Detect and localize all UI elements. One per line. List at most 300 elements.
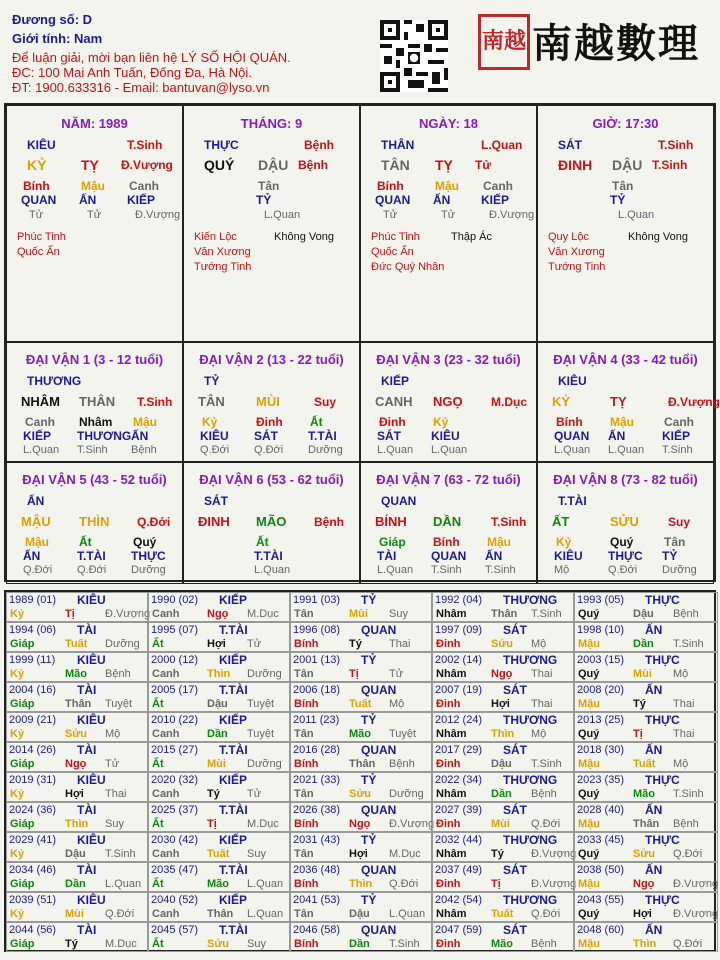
- year-god: KIẾP: [219, 833, 248, 847]
- year-chi: Hợi: [349, 848, 368, 860]
- dv-hidden-god: SÁT: [377, 429, 401, 443]
- year-chi: Tị: [65, 608, 75, 620]
- dai-van-can: MẬU: [21, 514, 51, 529]
- year-can: Quý: [578, 608, 600, 620]
- year-god: TÀI: [77, 683, 97, 697]
- pillar-chi: TỴ: [81, 157, 99, 173]
- dai-van-title: ĐẠI VẬN 1 (3 - 12 tuổi): [25, 352, 164, 367]
- dv-hidden-god: KIÊU: [431, 429, 460, 443]
- year-god: SÁT: [503, 863, 527, 877]
- year-cell: [148, 832, 290, 862]
- year-chi: Sửu: [207, 938, 230, 950]
- pillar-can: QUÝ: [204, 157, 235, 173]
- year-can: Giáp: [10, 758, 35, 770]
- year-cell: [574, 622, 718, 652]
- year-cell: [574, 862, 718, 892]
- dai-van-title: ĐẠI VẬN 5 (43 - 52 tuổi): [22, 472, 167, 487]
- year-cell: [290, 742, 432, 772]
- year-can: Nhâm: [436, 788, 467, 800]
- year-god: QUAN: [361, 623, 397, 637]
- year-label: 2005 (17): [151, 684, 199, 696]
- year-chi: Tuất: [491, 908, 514, 920]
- year-label: 2036 (48): [293, 864, 341, 876]
- year-label: 2018 (30): [577, 744, 625, 756]
- year-cell: [574, 742, 718, 772]
- year-can: Giáp: [10, 638, 35, 650]
- pillar-top-right: L.Quan: [481, 138, 523, 152]
- pillar-cell: [360, 105, 537, 342]
- dv-hidden-god: T.TÀI: [77, 549, 106, 563]
- dai-van-can: ĐINH: [198, 514, 230, 529]
- year-can: Đinh: [436, 698, 461, 710]
- year-state: Bệnh: [389, 758, 415, 770]
- year-god: KIẾP: [219, 593, 248, 607]
- year-state: Đ.Vượng: [673, 878, 719, 890]
- hidden-stem: Mậu: [81, 179, 105, 193]
- year-state: Suy: [247, 848, 266, 860]
- year-state: Bệnh: [673, 818, 699, 830]
- year-state: M.Dục: [247, 818, 279, 830]
- pillar-state: Tử: [475, 158, 492, 172]
- year-can: Bính: [294, 758, 319, 770]
- than-sat: Văn Xương: [194, 246, 251, 258]
- year-god: QUAN: [361, 923, 397, 937]
- hidden-god: TỶ: [610, 193, 626, 207]
- than-sat-right: Thập Ác: [451, 231, 492, 243]
- year-god: THỰC: [645, 893, 680, 907]
- year-cell: [432, 622, 574, 652]
- year-god: THỰC: [645, 773, 680, 787]
- year-cell: [6, 652, 148, 682]
- year-god: TÀI: [77, 863, 97, 877]
- year-god: T.TÀI: [219, 743, 248, 757]
- dai-van-can: NHÂM: [21, 394, 60, 409]
- year-label: 2004 (16): [9, 684, 57, 696]
- year-label: 2037 (49): [435, 864, 483, 876]
- dv-hidden-stem: Đinh: [256, 415, 283, 429]
- year-cell: [290, 892, 432, 922]
- year-state: Mộ: [673, 668, 689, 680]
- hidden-god: QUAN: [375, 193, 411, 207]
- dv-hidden-stem: Ất: [79, 535, 92, 549]
- year-god: KIẾP: [219, 713, 248, 727]
- year-state: L.Quan: [247, 878, 284, 890]
- year-state: Bệnh: [673, 608, 699, 620]
- year-cell: [148, 712, 290, 742]
- than-sat: Quy Lộc: [548, 231, 589, 243]
- dv-hidden-stem: Mậu: [487, 535, 511, 549]
- dai-van-top: SÁT: [204, 494, 228, 508]
- year-god: T.TÀI: [219, 803, 248, 817]
- pillar-state: T.Sinh: [652, 158, 688, 172]
- than-sat-right: Không Vong: [274, 231, 334, 243]
- year-state: Mộ: [531, 638, 547, 650]
- year-state: T.Sinh: [673, 788, 704, 800]
- year-label: 2020 (32): [151, 774, 199, 786]
- year-chi: Ngọ: [633, 878, 655, 890]
- dv-hidden-stem: Kỷ: [556, 535, 572, 549]
- year-state: Q.Đới: [673, 848, 703, 860]
- year-god: THƯƠNG: [503, 773, 558, 787]
- year-state: Thai: [531, 698, 553, 710]
- year-god: KIẾP: [219, 893, 248, 907]
- dv-hidden-state: Q.Đới: [200, 444, 230, 456]
- year-god: T.TÀI: [219, 623, 248, 637]
- year-can: Ất: [152, 938, 164, 950]
- dv-hidden-state: Dưỡng: [662, 564, 697, 576]
- dv-hidden-state: T.Sinh: [431, 564, 462, 576]
- year-can: Kỷ: [10, 788, 25, 800]
- year-chi: Thìn: [65, 818, 89, 830]
- year-state: Mộ: [389, 698, 405, 710]
- pillar-cell: [537, 105, 714, 342]
- year-label: 2026 (38): [293, 804, 341, 816]
- year-can: Giáp: [10, 938, 35, 950]
- year-can: Bính: [294, 938, 319, 950]
- year-cell: [574, 772, 718, 802]
- year-cell: [6, 742, 148, 772]
- dv-hidden-stem: Đinh: [379, 415, 406, 429]
- year-label: 2044 (56): [9, 924, 57, 936]
- year-can: Bính: [294, 878, 319, 890]
- dv-hidden-god: KIẾP: [23, 429, 52, 443]
- year-chi: Thìn: [633, 938, 657, 950]
- year-state: T.Sinh: [673, 638, 704, 650]
- than-sat: Phúc Tinh: [371, 231, 420, 243]
- year-god: QUAN: [361, 803, 397, 817]
- year-chi: Mão: [349, 728, 371, 740]
- year-god: THỰC: [645, 713, 680, 727]
- year-god: THƯƠNG: [503, 893, 558, 907]
- hidden-god: KIẾP: [481, 193, 510, 207]
- dai-van-top: KIÊU: [558, 374, 587, 388]
- dai-van-chi: NGỌ: [433, 394, 463, 409]
- year-chi: Sửu: [65, 728, 88, 740]
- year-label: 2010 (22): [151, 714, 199, 726]
- year-god: THƯƠNG: [503, 593, 558, 607]
- dv-hidden-state: Mộ: [554, 564, 570, 576]
- year-god: SÁT: [503, 683, 527, 697]
- year-can: Bính: [294, 818, 319, 830]
- year-chi: Tý: [65, 938, 78, 950]
- hidden-god: TỶ: [256, 193, 272, 207]
- year-can: Canh: [152, 668, 180, 680]
- year-god: THƯƠNG: [503, 713, 558, 727]
- dv-hidden-stem: Mậu: [610, 415, 634, 429]
- pillar-top-left: KIÊU: [27, 138, 56, 152]
- dv-hidden-god: THỰC: [131, 549, 166, 563]
- year-chi: Mùi: [491, 818, 510, 830]
- pillar-chi: DẬU: [258, 157, 289, 173]
- year-chi: Thân: [207, 908, 234, 920]
- year-can: Nhâm: [436, 608, 467, 620]
- year-state: Thai: [389, 638, 411, 650]
- dv-hidden-state: L.Quan: [554, 444, 591, 456]
- year-label: 2034 (46): [9, 864, 57, 876]
- year-label: 2003 (15): [577, 654, 625, 666]
- year-state: Tuyệt: [105, 698, 133, 710]
- dv-hidden-god: THỰC: [608, 549, 643, 563]
- year-state: M.Dục: [105, 938, 137, 950]
- year-label: 2014 (26): [9, 744, 57, 756]
- year-label: 2042 (54): [435, 894, 483, 906]
- dai-van-can: KỶ: [552, 394, 571, 409]
- year-god: KIÊU: [77, 593, 106, 607]
- year-label: 2001 (13): [293, 654, 341, 666]
- year-can: Quý: [578, 788, 600, 800]
- year-can: Quý: [578, 908, 600, 920]
- year-cell: [148, 742, 290, 772]
- pillar-chi: TỴ: [435, 157, 453, 173]
- year-can: Ất: [152, 698, 164, 710]
- dai-van-cell: [6, 462, 183, 584]
- year-state: L.Quan: [389, 908, 426, 920]
- year-can: Mậu: [578, 698, 600, 710]
- year-can: Nhâm: [436, 848, 467, 860]
- pillar-top-left: SÁT: [558, 138, 582, 152]
- year-god: TÀI: [77, 623, 97, 637]
- year-state: Đ.Vượng: [673, 908, 719, 920]
- chart-grid: [4, 103, 720, 582]
- year-can: Kỷ: [10, 728, 25, 740]
- dv-hidden-stem: Giáp: [379, 535, 406, 549]
- dv-hidden-stem: Canh: [664, 415, 694, 429]
- qr-code-icon[interactable]: [380, 20, 448, 92]
- year-god: TỶ: [361, 653, 377, 667]
- year-chi: Mão: [491, 938, 513, 950]
- year-can: Nhâm: [436, 668, 467, 680]
- year-cell: [290, 592, 432, 622]
- pillar-can: TÂN: [381, 157, 410, 173]
- year-can: Quý: [578, 728, 600, 740]
- year-cell: [6, 622, 148, 652]
- year-label: 2031 (43): [293, 834, 341, 846]
- year-cell: [574, 712, 718, 742]
- pillar-top-left: THỰC: [204, 138, 239, 152]
- year-god: KIÊU: [77, 653, 106, 667]
- dv-hidden-stem: Kỷ: [433, 415, 449, 429]
- dai-van-state: T.Sinh: [137, 395, 173, 409]
- year-god: SÁT: [503, 743, 527, 757]
- dv-hidden-god: KIÊU: [554, 549, 583, 563]
- year-cell: [6, 772, 148, 802]
- hidden-stem: Bính: [377, 179, 404, 193]
- year-chi: Dậu: [349, 908, 370, 920]
- pillar-chi: DẬU: [612, 157, 643, 173]
- year-can: Kỷ: [10, 908, 25, 920]
- dv-hidden-god: ẤN: [131, 429, 149, 443]
- hidden-stem: Tân: [612, 179, 634, 193]
- year-can: Tân: [294, 668, 314, 680]
- dv-hidden-state: Bệnh: [131, 444, 157, 456]
- year-god: QUAN: [361, 743, 397, 757]
- year-label: 2039 (51): [9, 894, 57, 906]
- year-state: Dưỡng: [247, 668, 282, 680]
- year-cell: [432, 832, 577, 862]
- dai-van-top: TỶ: [204, 374, 220, 388]
- year-god: ẤN: [645, 683, 663, 697]
- dai-van-can: BÍNH: [375, 514, 407, 529]
- than-sat: Văn Xương: [548, 246, 605, 258]
- year-chi: Tị: [633, 728, 643, 740]
- hidden-stem: Mậu: [435, 179, 459, 193]
- year-state: Đ.Vượng: [531, 848, 577, 860]
- than-sat: Đức Quý Nhân: [371, 261, 445, 273]
- year-chi: Ngọ: [349, 818, 371, 830]
- year-label: 1993 (05): [577, 594, 625, 606]
- year-can: Nhâm: [436, 908, 467, 920]
- year-state: Q.Đới: [531, 818, 561, 830]
- year-chi: Sửu: [633, 848, 656, 860]
- year-label: 2046 (58): [293, 924, 341, 936]
- dai-van-cell: [360, 342, 537, 462]
- year-can: Ất: [152, 758, 164, 770]
- year-label: 2021 (33): [293, 774, 341, 786]
- pillar-top-right: Bệnh: [304, 138, 334, 152]
- year-god: KIÊU: [77, 833, 106, 847]
- dv-hidden-god: TỶ: [662, 549, 678, 563]
- year-cell: [148, 652, 290, 682]
- year-state: Bệnh: [531, 938, 557, 950]
- year-cell: [432, 652, 574, 682]
- hidden-god: ẤN: [79, 193, 97, 207]
- than-sat: Phúc Tinh: [17, 231, 66, 243]
- year-chi: Hợi: [207, 638, 226, 650]
- year-chi: Hợi: [65, 788, 84, 800]
- year-label: 2030 (42): [151, 834, 199, 846]
- year-god: SÁT: [503, 623, 527, 637]
- year-state: Mộ: [673, 758, 689, 770]
- dv-hidden-god: ẤN: [23, 549, 41, 563]
- dv-hidden-state: T.Sinh: [662, 444, 693, 456]
- year-state: Suy: [247, 938, 266, 950]
- year-cell: [290, 772, 432, 802]
- dia-chi: ĐC: 100 Mai Anh Tuấn, Đống Đa, Hà Nội.: [12, 65, 252, 80]
- year-label: 2017 (29): [435, 744, 483, 756]
- hidden-state: Đ.Vượng: [489, 209, 535, 221]
- year-can: Đinh: [436, 938, 461, 950]
- dai-van-chi: THÌN: [79, 514, 110, 529]
- year-chi: Dậu: [207, 698, 228, 710]
- year-state: Q.Đới: [673, 938, 703, 950]
- year-can: Kỷ: [10, 668, 25, 680]
- logo-seal: 南越: [478, 14, 530, 70]
- year-chi: Mùi: [633, 668, 652, 680]
- year-chi: Tý: [349, 638, 362, 650]
- year-chi: Hợi: [491, 698, 510, 710]
- year-god: KIÊU: [77, 773, 106, 787]
- dv-hidden-stem: Mậu: [133, 415, 157, 429]
- year-chi: Tý: [207, 788, 220, 800]
- pillar-can: KỶ: [27, 157, 47, 173]
- year-god: T.TÀI: [219, 863, 248, 877]
- year-cell: [432, 802, 574, 832]
- dai-van-cell: [360, 462, 537, 584]
- year-can: Ất: [152, 878, 164, 890]
- hidden-state: L.Quan: [264, 209, 301, 221]
- year-can: Kỷ: [10, 848, 25, 860]
- year-chi: Dần: [349, 938, 370, 950]
- year-label: 1994 (06): [9, 624, 57, 636]
- year-god: THỰC: [645, 593, 680, 607]
- year-label: 2007 (19): [435, 684, 483, 696]
- year-label: 2022 (34): [435, 774, 483, 786]
- year-god: TÀI: [77, 803, 97, 817]
- pillar-cell: [183, 105, 360, 342]
- year-chi: Tý: [633, 698, 646, 710]
- dv-hidden-god: KIẾP: [662, 429, 691, 443]
- dv-hidden-state: L.Quan: [23, 444, 60, 456]
- year-label: 1990 (02): [151, 594, 199, 606]
- year-state: Đ.Vượng: [105, 608, 151, 620]
- hidden-state: Tử: [383, 209, 398, 221]
- dai-van-title: ĐẠI VẬN 7 (63 - 72 tuổi): [376, 472, 521, 487]
- year-can: Đinh: [436, 638, 461, 650]
- year-label: 2002 (14): [435, 654, 483, 666]
- dai-van-chi: MÙI: [256, 394, 280, 409]
- year-god: SÁT: [503, 923, 527, 937]
- year-chi: Ngọ: [65, 758, 87, 770]
- hidden-state: Đ.Vượng: [135, 209, 181, 221]
- dv-hidden-god: QUAN: [431, 549, 467, 563]
- year-state: T.Sinh: [389, 938, 420, 950]
- year-chi: Hợi: [633, 908, 652, 920]
- year-label: 2023 (35): [577, 774, 625, 786]
- year-chi: Thân: [349, 758, 376, 770]
- dai-van-title: ĐẠI VẬN 2 (13 - 22 tuổi): [199, 352, 344, 367]
- dai-van-title: ĐẠI VẬN 3 (23 - 32 tuổi): [376, 352, 521, 367]
- dai-van-title: ĐẠI VẬN 8 (73 - 82 tuổi): [553, 472, 698, 487]
- year-can: Giáp: [10, 818, 35, 830]
- dai-van-chi: MÃO: [256, 514, 287, 529]
- than-sat: Tướng Tinh: [194, 261, 252, 273]
- year-cell: [574, 892, 718, 922]
- gioi-tinh: Giới tính: Nam: [12, 31, 103, 46]
- dv-hidden-state: Dưỡng: [308, 444, 343, 456]
- year-cell: [290, 652, 432, 682]
- year-chi: Tý: [491, 848, 504, 860]
- year-god: TỶ: [361, 593, 377, 607]
- year-chi: Thân: [65, 698, 92, 710]
- dv-hidden-state: L.Quan: [377, 564, 414, 576]
- pillar-top-right: T.Sinh: [658, 138, 694, 152]
- dai-van-chi: TỴ: [610, 394, 627, 409]
- than-sat: Quốc Ấn: [371, 246, 414, 258]
- year-chi: Dậu: [65, 848, 86, 860]
- dv-hidden-god: SÁT: [254, 429, 278, 443]
- year-state: Đ.Vượng: [531, 878, 577, 890]
- year-chi: Dần: [633, 638, 654, 650]
- year-can: Mậu: [578, 818, 600, 830]
- than-sat: Quốc Ấn: [17, 246, 60, 258]
- year-can: Mậu: [578, 938, 600, 950]
- dv-hidden-god: QUAN: [554, 429, 590, 443]
- pillar-state: Bệnh: [298, 158, 328, 172]
- year-cell: [432, 712, 574, 742]
- year-can: Giáp: [10, 698, 35, 710]
- year-god: THƯƠNG: [503, 653, 558, 667]
- year-cell: [432, 922, 574, 952]
- year-cell: [574, 682, 718, 712]
- year-can: Canh: [152, 728, 180, 740]
- dai-van-top: KIẾP: [381, 374, 410, 388]
- pillar-title: NGÀY: 18: [419, 116, 478, 131]
- hidden-god: KIẾP: [127, 193, 156, 207]
- year-state: Mộ: [531, 728, 547, 740]
- year-cell: [6, 922, 148, 952]
- year-god: T.TÀI: [219, 683, 248, 697]
- year-chi: Ngọ: [207, 608, 229, 620]
